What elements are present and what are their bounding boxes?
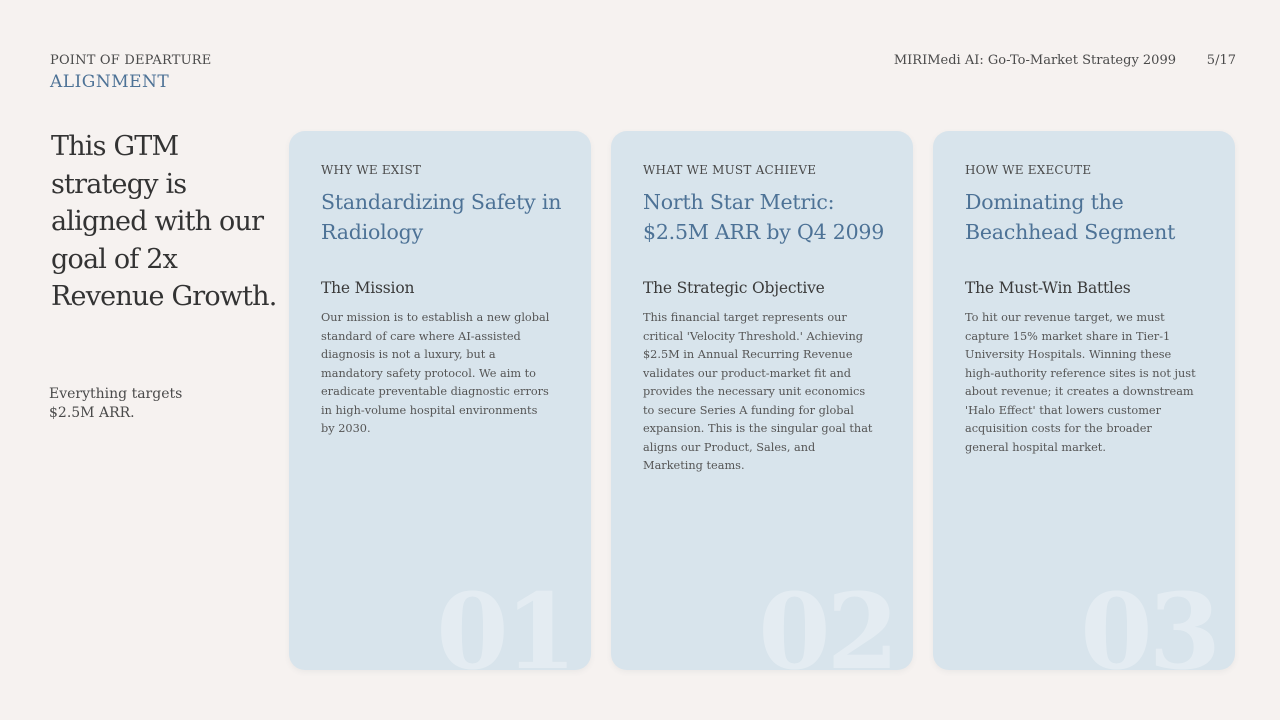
headline-note: Everything targets $2.5M ARR. (49, 386, 183, 421)
card-subtitle: The Mission (321, 279, 415, 297)
slide-kicker: POINT OF DEPARTURE (50, 53, 212, 68)
card-body: Our mission is to establish a new global standard of care where AI-assisted diagnosis is not a luxury, but a mandatory safety protocol. We aim to eradicate preventable diagnostic errors in high-volume hospital environments by 2030. (321, 311, 550, 435)
card-body: To hit our revenue target, we must capture 15% market share in Tier-1 University Hospitals. Winning these high-authority reference sites is not just about revenue; it creates a downstream 'Halo Effect' that lowers customer acquisition costs for the broader general hospital market. (965, 311, 1196, 454)
card-body: This financial target represents our critical 'Velocity Threshold.' Achieving $2.5M in Annual Recurring Revenue validates our product-market fit and provides the necessary unit economics to secure Series A funding for global expansion. This is the singular goal that aligns our Product, Sales, and Marketing teams. (643, 311, 873, 472)
card-subtitle: The Strategic Objective (643, 279, 825, 297)
card-battles (933, 131, 1235, 670)
card-subtitle: The Must-Win Battles (965, 279, 1131, 297)
card-label: WHAT WE MUST ACHIEVE (643, 163, 817, 177)
card-number: 02 (758, 570, 895, 670)
deck-title: MIRIMedi AI: Go-To-Market Strategy 2099 (893, 53, 1176, 68)
headline: This GTM strategy is aligned with our goal of 2x Revenue Growth. (51, 131, 277, 312)
card-label: WHY WE EXIST (321, 163, 422, 177)
card-mission (289, 131, 591, 670)
card-title: North Star Metric: $2.5M ARR by Q4 2099 (643, 190, 885, 244)
card-title: Standardizing Safety in Radiology (321, 190, 562, 244)
page-number: 5/17 (1206, 53, 1236, 68)
card-label: HOW WE EXECUTE (965, 163, 1092, 177)
card-number: 01 (436, 570, 573, 670)
card-number: 03 (1080, 570, 1217, 670)
card-objective (611, 131, 913, 670)
card-title: Dominating the Beachhead Segment (965, 190, 1176, 244)
section-title: ALIGNMENT (50, 72, 170, 92)
